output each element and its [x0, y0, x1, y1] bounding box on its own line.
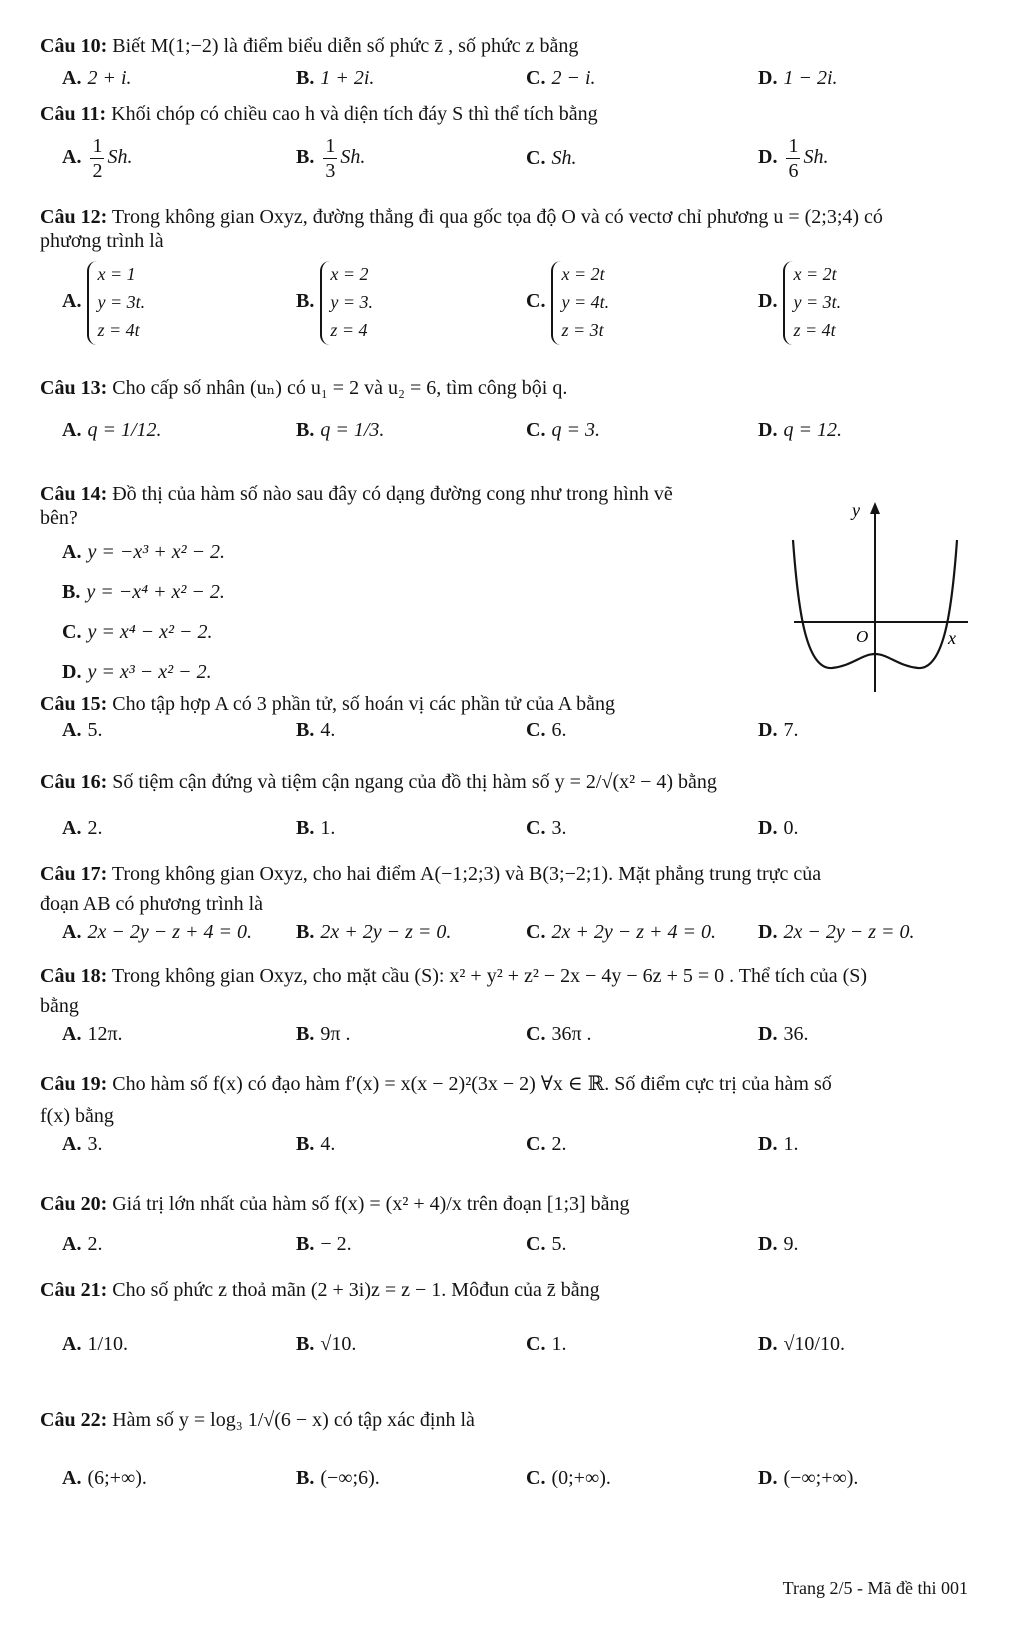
- question-stem: Câu 18: Trong không gian Oxyz, cho mặt cầu (S): x² + y² + z² − 2x − 4y − 6z + 5 = 0 . Thể tích của (S): [40, 965, 868, 987]
- option-b[interactable]: B. 2x + 2y − z = 0.: [296, 921, 452, 943]
- question-19: [40, 1072, 990, 1166]
- option-a[interactable]: A. 2.: [62, 1233, 103, 1255]
- option-d[interactable]: D. (−∞;+∞).: [758, 1467, 859, 1489]
- option-b[interactable]: B. 1.: [296, 817, 336, 839]
- option-b[interactable]: B. 1 + 2i.: [296, 67, 375, 89]
- option-d[interactable]: D. √10/10.: [758, 1333, 845, 1355]
- option-b[interactable]: B. 9π .: [296, 1023, 351, 1045]
- question-stem-cont: phương trình là: [40, 230, 164, 252]
- option-a[interactable]: A. q = 1/12.: [62, 419, 162, 441]
- option-c[interactable]: C. (0;+∞).: [526, 1467, 611, 1489]
- question-21: [40, 1278, 990, 1382]
- option-b[interactable]: B. q = 1/3.: [296, 419, 385, 441]
- option-c[interactable]: C. 2.: [526, 1133, 567, 1155]
- question-stem: Câu 16: Số tiệm cận đứng và tiệm cận ngang của đồ thị hàm số y = 2/√(x² − 4) bằng: [40, 771, 717, 793]
- function-graph: [790, 500, 980, 695]
- question-stem-cont: đoạn AB có phương trình là: [40, 893, 264, 915]
- option-d[interactable]: D. 36.: [758, 1023, 809, 1045]
- option-d[interactable]: D. 1 − 2i.: [758, 67, 838, 89]
- question-stem: Câu 15: Cho tập hợp A có 3 phần tử, số hoán vị các phần tử của A bằng: [40, 693, 615, 715]
- question-stem: Câu 17: Trong không gian Oxyz, cho hai điểm A(−1;2;3) và B(3;−2;1). Mặt phẳng trung trực của: [40, 863, 822, 885]
- option-a[interactable]: A.x = 1 y = 3t. z = 4t: [62, 261, 145, 345]
- option-c[interactable]: C. 3.: [526, 817, 567, 839]
- option-c[interactable]: C. y = x⁴ − x² − 2.: [62, 621, 213, 643]
- option-d[interactable]: D.x = 2t y = 3t. z = 4t: [758, 261, 841, 345]
- question-stem: Câu 10: Biết M(1;−2) là điểm biểu diễn số phức z̄ , số phức z bằng: [40, 35, 579, 57]
- option-c[interactable]: C. Sh.: [526, 147, 577, 169]
- x-axis-label: x: [948, 628, 956, 648]
- question-stem: Câu 11: Khối chóp có chiều cao h và diện tích đáy S thì thể tích bằng: [40, 103, 598, 125]
- option-a[interactable]: A. 2.: [62, 817, 103, 839]
- option-c[interactable]: C. 2 − i.: [526, 67, 596, 89]
- option-d[interactable]: D. y = x³ − x² − 2.: [62, 661, 212, 683]
- option-c[interactable]: C.x = 2t y = 4t. z = 3t: [526, 261, 609, 345]
- option-a[interactable]: A. 2 + i.: [62, 67, 132, 89]
- question-stem-cont: bằng: [40, 995, 79, 1017]
- question-stem: Câu 14: Đồ thị của hàm số nào sau đây có dạng đường cong như trong hình vẽ: [40, 483, 673, 505]
- question-10: [40, 34, 990, 100]
- y-axis-label: y: [852, 500, 860, 520]
- question-18: [40, 964, 990, 1056]
- option-c[interactable]: C. q = 3.: [526, 419, 600, 441]
- option-d[interactable]: D. 0.: [758, 817, 799, 839]
- question-stem-cont: bên?: [40, 507, 78, 529]
- option-d[interactable]: D. 9.: [758, 1233, 799, 1255]
- option-a[interactable]: A. y = −x³ + x² − 2.: [62, 541, 226, 563]
- option-b[interactable]: B. − 2.: [296, 1233, 352, 1255]
- question-22: [40, 1408, 990, 1500]
- option-c[interactable]: C. 5.: [526, 1233, 567, 1255]
- y-axis-arrow: [870, 502, 880, 514]
- question-stem-cont: f(x) bằng: [40, 1105, 114, 1127]
- option-a[interactable]: A. 12π.: [62, 1023, 123, 1045]
- option-c[interactable]: C. 1.: [526, 1333, 567, 1355]
- option-a[interactable]: A. $\frac{1}{2}$ Sh.: [62, 135, 133, 182]
- question-stem: Câu 22: Hàm số y = log₃ 1/√(6 − x) có tập xác định là: [40, 1409, 475, 1431]
- option-a[interactable]: A. (6;+∞).: [62, 1467, 147, 1489]
- option-d[interactable]: D. q = 12.: [758, 419, 842, 441]
- option-b[interactable]: B. 4.: [296, 1133, 336, 1155]
- option-b[interactable]: B. y = −x⁴ + x² − 2.: [62, 581, 225, 603]
- option-b[interactable]: B. √10.: [296, 1333, 357, 1355]
- option-a[interactable]: A. 5.: [62, 719, 103, 741]
- page-footer: Trang 2/5 - Mã đề thi 001: [782, 1578, 968, 1598]
- option-b[interactable]: B. (−∞;6).: [296, 1467, 380, 1489]
- option-c[interactable]: C. 36π .: [526, 1023, 592, 1045]
- question-stem: Câu 12: Trong không gian Oxyz, đường thẳng đi qua gốc tọa độ O và có vectơ chỉ phương u = (2;3;4) có: [40, 206, 883, 228]
- question-13: [40, 376, 990, 468]
- question-16: [40, 770, 990, 850]
- question-11: [40, 102, 990, 186]
- option-d[interactable]: D. 2x − 2y − z = 0.: [758, 921, 915, 943]
- question-stem: Câu 21: Cho số phức z thoả mãn (2 + 3i)z = z − 1. Môđun của z̄ bằng: [40, 1279, 600, 1301]
- question-20: [40, 1192, 990, 1266]
- question-stem: Câu 20: Giá trị lớn nhất của hàm số f(x) = (x² + 4)/x trên đoạn [1;3] bằng: [40, 1193, 630, 1215]
- option-a[interactable]: A. 1/10.: [62, 1333, 129, 1355]
- question-stem: Câu 19: Cho hàm số f(x) có đạo hàm f′(x) = x(x − 2)²(3x − 2) ∀x ∈ ℝ. Số điểm cực trị của hàm số: [40, 1073, 832, 1095]
- option-d[interactable]: D. 7.: [758, 719, 799, 741]
- question-stem: Câu 13: Cho cấp số nhân (uₙ) có u₁ = 2 và u₂ = 6, tìm công bội q.: [40, 377, 568, 399]
- option-b[interactable]: B. $\frac{1}{3}$ Sh.: [296, 135, 366, 182]
- option-b[interactable]: B.x = 2 y = 3. z = 4: [296, 261, 373, 345]
- option-a[interactable]: A. 2x − 2y − z + 4 = 0.: [62, 921, 252, 943]
- option-a[interactable]: A. 3.: [62, 1133, 103, 1155]
- question-17: [40, 862, 990, 954]
- origin-label: O: [856, 627, 869, 646]
- question-15: [40, 692, 990, 752]
- option-d[interactable]: D. 1.: [758, 1133, 799, 1155]
- option-c[interactable]: C. 6.: [526, 719, 567, 741]
- question-12: [40, 205, 990, 357]
- option-b[interactable]: B. 4.: [296, 719, 336, 741]
- option-d[interactable]: D. $\frac{1}{6}$ Sh.: [758, 135, 829, 182]
- option-c[interactable]: C. 2x + 2y − z + 4 = 0.: [526, 921, 716, 943]
